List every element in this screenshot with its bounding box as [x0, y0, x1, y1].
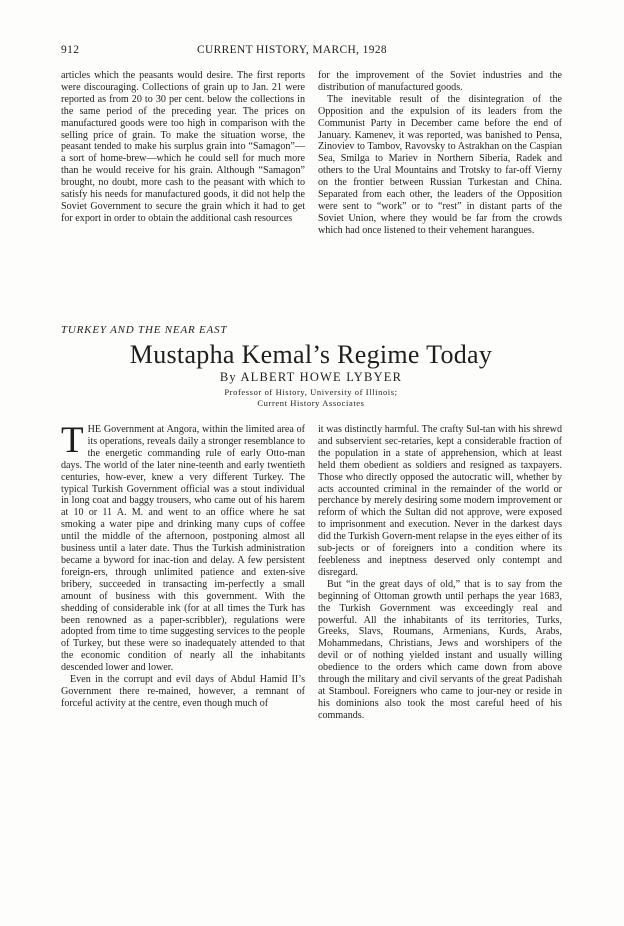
top-left-column [61, 70, 305, 225]
author-affiliation: Professor of History, University of Illinois; [224, 387, 398, 397]
top-right-column [318, 70, 562, 237]
paragraph: for the improvement of the Soviet industries and the distribution of manufactured goods. [318, 70, 562, 93]
paragraph: it was distinctly harmful. The crafty Sul-tan with his shrewd and subservient sec-retaries, kept a considerable fraction of the population in a state of apprehension, which at least held them obedient as soldiers and resigned as taxpayers. Those who directly opposed the autocratic will, whether by acts accounted criminal in the remainder of the world or perchance by merely desiring some modern improvement or reform of which the Sultan did not approve, were exposed to imprisonment and execution. Never in the darkest days did the Turkish Govern-ment relapse in the eyes either of its sub-jects or of foreigners into a condition where its feebleness and ineptness deserved only contempt and disregard. [318, 424, 562, 578]
byline: By ALBERT HOWE LYBYER [219, 370, 403, 384]
article-title: Mustapha Kemal’s Regime Today [129, 340, 493, 369]
page-header [61, 44, 561, 58]
opening-paragraph [61, 420, 305, 674]
bottom-left-column [61, 420, 305, 710]
paragraph: Even in the corrupt and evil days of Abdul Hamid II’s Government there re-mained, however, a remnant of forceful activity at the centre, even though much of [61, 674, 305, 709]
paragraph: articles which the peasants would desire. The first reports were discouraging. Collections of grain up to Jan. 21 were reported as from 20 to 30 per cent. below the collections in the same period of the preceding year. The prices on manufactured goods were too high in comparison with the selling price of grain. To make the situation worse, the peasant tended to make his surplus grain into “Samagon”—a sort of home-brew—which he could sell for much more than he would receive for his grain. Although “Samagon” brought, no doubt, more cash to the peasant with which to satisfy his needs for manufactured goods, it did not help the Soviet Government to secure the grain which it had to get for export in order to obtain the additional cash resources [61, 70, 305, 224]
paragraph: The inevitable result of the disintegration of the Opposition and the expulsion of its leaders from the Communist Party in December came before the end of January. Kamenev, it was reported, was banished to Pensa, Zinoviev to Tambov, Ravovsky to Astrakhan on the Caspian Sea, Smilga to Mariev in Northern Siberia, Radek and others to the Ural Mountains and Trotsky to far-off Vierny on the frontier between Russian Turkestan and China. Separated from each other, the leaders of the Opposition were sent to “work” or to “rest” in distant parts of the Soviet Union, where they would be far from the crowds which had once listened to their vehement harangues. [318, 93, 562, 236]
bottom-right-column [318, 424, 562, 722]
running-title: CURRENT HISTORY, MARCH, 1928 [197, 44, 388, 56]
opening-text: HE Government at Angora, within the limited area of its operations, reveals daily a stronger resemblance to the energetic commanding rule of early Otto-man days. The world of the later nine-teenth and early twentieth centuries, how-ever, knew a very different Turkey. The typical Turkish Government official was a stout individual in long coat and baggy trousers, who came out of his harem at 10 or 11 A. M. and went to an office where he sat smoking a water pipe and drinking many cups of coffee until the middle of the afternoon, postponing almost all business until a later date. Thus the Turkish administration became a byword for inac-tion and delay. A few persistent foreign-ers, through unlimited patience and exten-sive bribery, succeeded in transacting im-perfectly a small amount of business with this government. With the shedding of considerable ink (for at all times the Turk has been renowned as a paper-scribbler), regulations were adopted from time to time suggesting services to the people of Turkey, but these were so inadequately attended to that the economic condition of nearly all the inhabitants descended lower and lower. [61, 424, 305, 674]
section-label: TURKEY AND THE NEAR EAST [61, 324, 228, 336]
paragraph: But “in the great days of old,” that is to say from the beginning of Ottoman growth until perhaps the year 1683, the Turkish Government was exceedingly real and powerful. All the inhabitants of its territories, Turks, Greeks, Slavs, Roumans, Armenians, Kurds, Arabs, Mohammedans, Christians, Jews and worshipers of the devil or of nothing yielded instant and usually willing obedience to the orders which came down from above through the military and civil servants of the great Padishah at Stamboul. Foreigners who came to jour-ney or reside in his dominions also took the most careful heed of his commands. [318, 578, 562, 721]
author-affiliation-2: Current History Associates [257, 398, 365, 408]
drop-cap: T [61, 420, 84, 461]
page-number: 912 [61, 44, 80, 56]
